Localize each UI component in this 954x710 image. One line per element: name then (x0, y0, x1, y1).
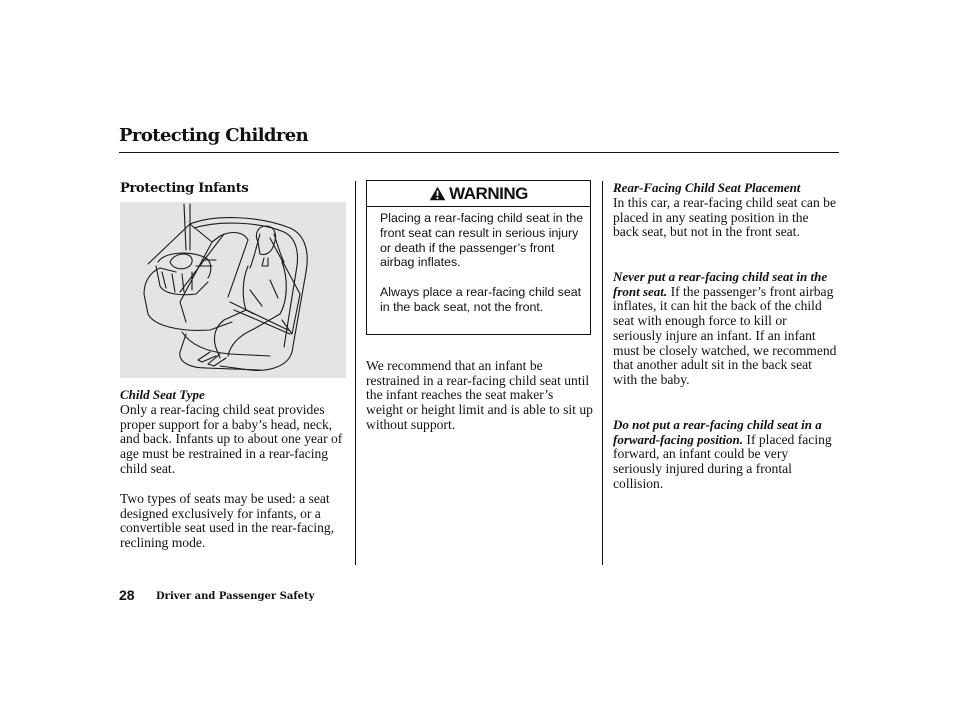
column-divider-left (355, 181, 356, 565)
column-divider-right (602, 181, 603, 565)
forward-facing-warning-text: If placed facing forward, an infant could be very seriously injured during a frontal collision. (613, 431, 832, 491)
infant-restraint-paragraph: We recommend that an infant be restrained in a rear-facing child seat until the infant reaches the seat maker’s weight or height limit and is able to sit up without support. (366, 358, 593, 432)
forward-facing-warning-emphasis: Do not put a rear-facing child seat in a forward-facing position. (613, 417, 822, 447)
page-number: 28 (119, 587, 135, 603)
front-seat-warning-paragraph (613, 270, 837, 388)
placement-heading: Rear-Facing Child Seat Placement (613, 180, 801, 195)
title-divider (119, 152, 839, 153)
warning-header (367, 181, 590, 207)
warning-label: WARNING (449, 183, 528, 203)
warning-paragraph-2: Always place a rear-facing child seat in the back seat, not the front. (380, 285, 582, 314)
rear-facing-seat-illustration (120, 202, 346, 378)
page-title: Protecting Children (119, 125, 309, 146)
section-heading-protecting-infants: Protecting Infants (120, 181, 249, 196)
warning-box (366, 180, 591, 335)
child-seat-type-paragraph-1: Only a rear-facing child seat provides proper support for a baby’s head, neck, and back. Infants up to about one year of age must be restrained in a rear-facing child seat. (120, 402, 343, 476)
warning-paragraph-1: Placing a rear-facing child seat in the front seat can result in serious injury or death if the passenger’s front airbag inflates. (380, 211, 584, 270)
warning-triangle-icon (429, 186, 446, 201)
child-seat-type-paragraph-2: Two types of seats may be used: a seat designed exclusively for infants, or a convertible seat used in the rear-facing, reclining mode. (120, 491, 335, 551)
child-seat-type-heading: Child Seat Type (120, 387, 205, 402)
front-seat-warning-emphasis: Never put a rear-facing child seat in the front seat. (613, 269, 828, 299)
forward-facing-warning-paragraph (613, 418, 837, 492)
front-seat-warning-text: If the passenger’s front airbag inflates, it can hit the back of the child seat with enough force to kill or seriously injure an infant. If an infant must be closely watched, we recommend that another adult sit in the back seat with the baby. (613, 283, 837, 387)
placement-paragraph: In this car, a rear-facing child seat can be placed in any seating position in the back seat, but not in the front seat. (613, 195, 836, 240)
rear-seat-drawing (120, 202, 346, 378)
footer-section-title: Driver and Passenger Safety (156, 591, 315, 602)
